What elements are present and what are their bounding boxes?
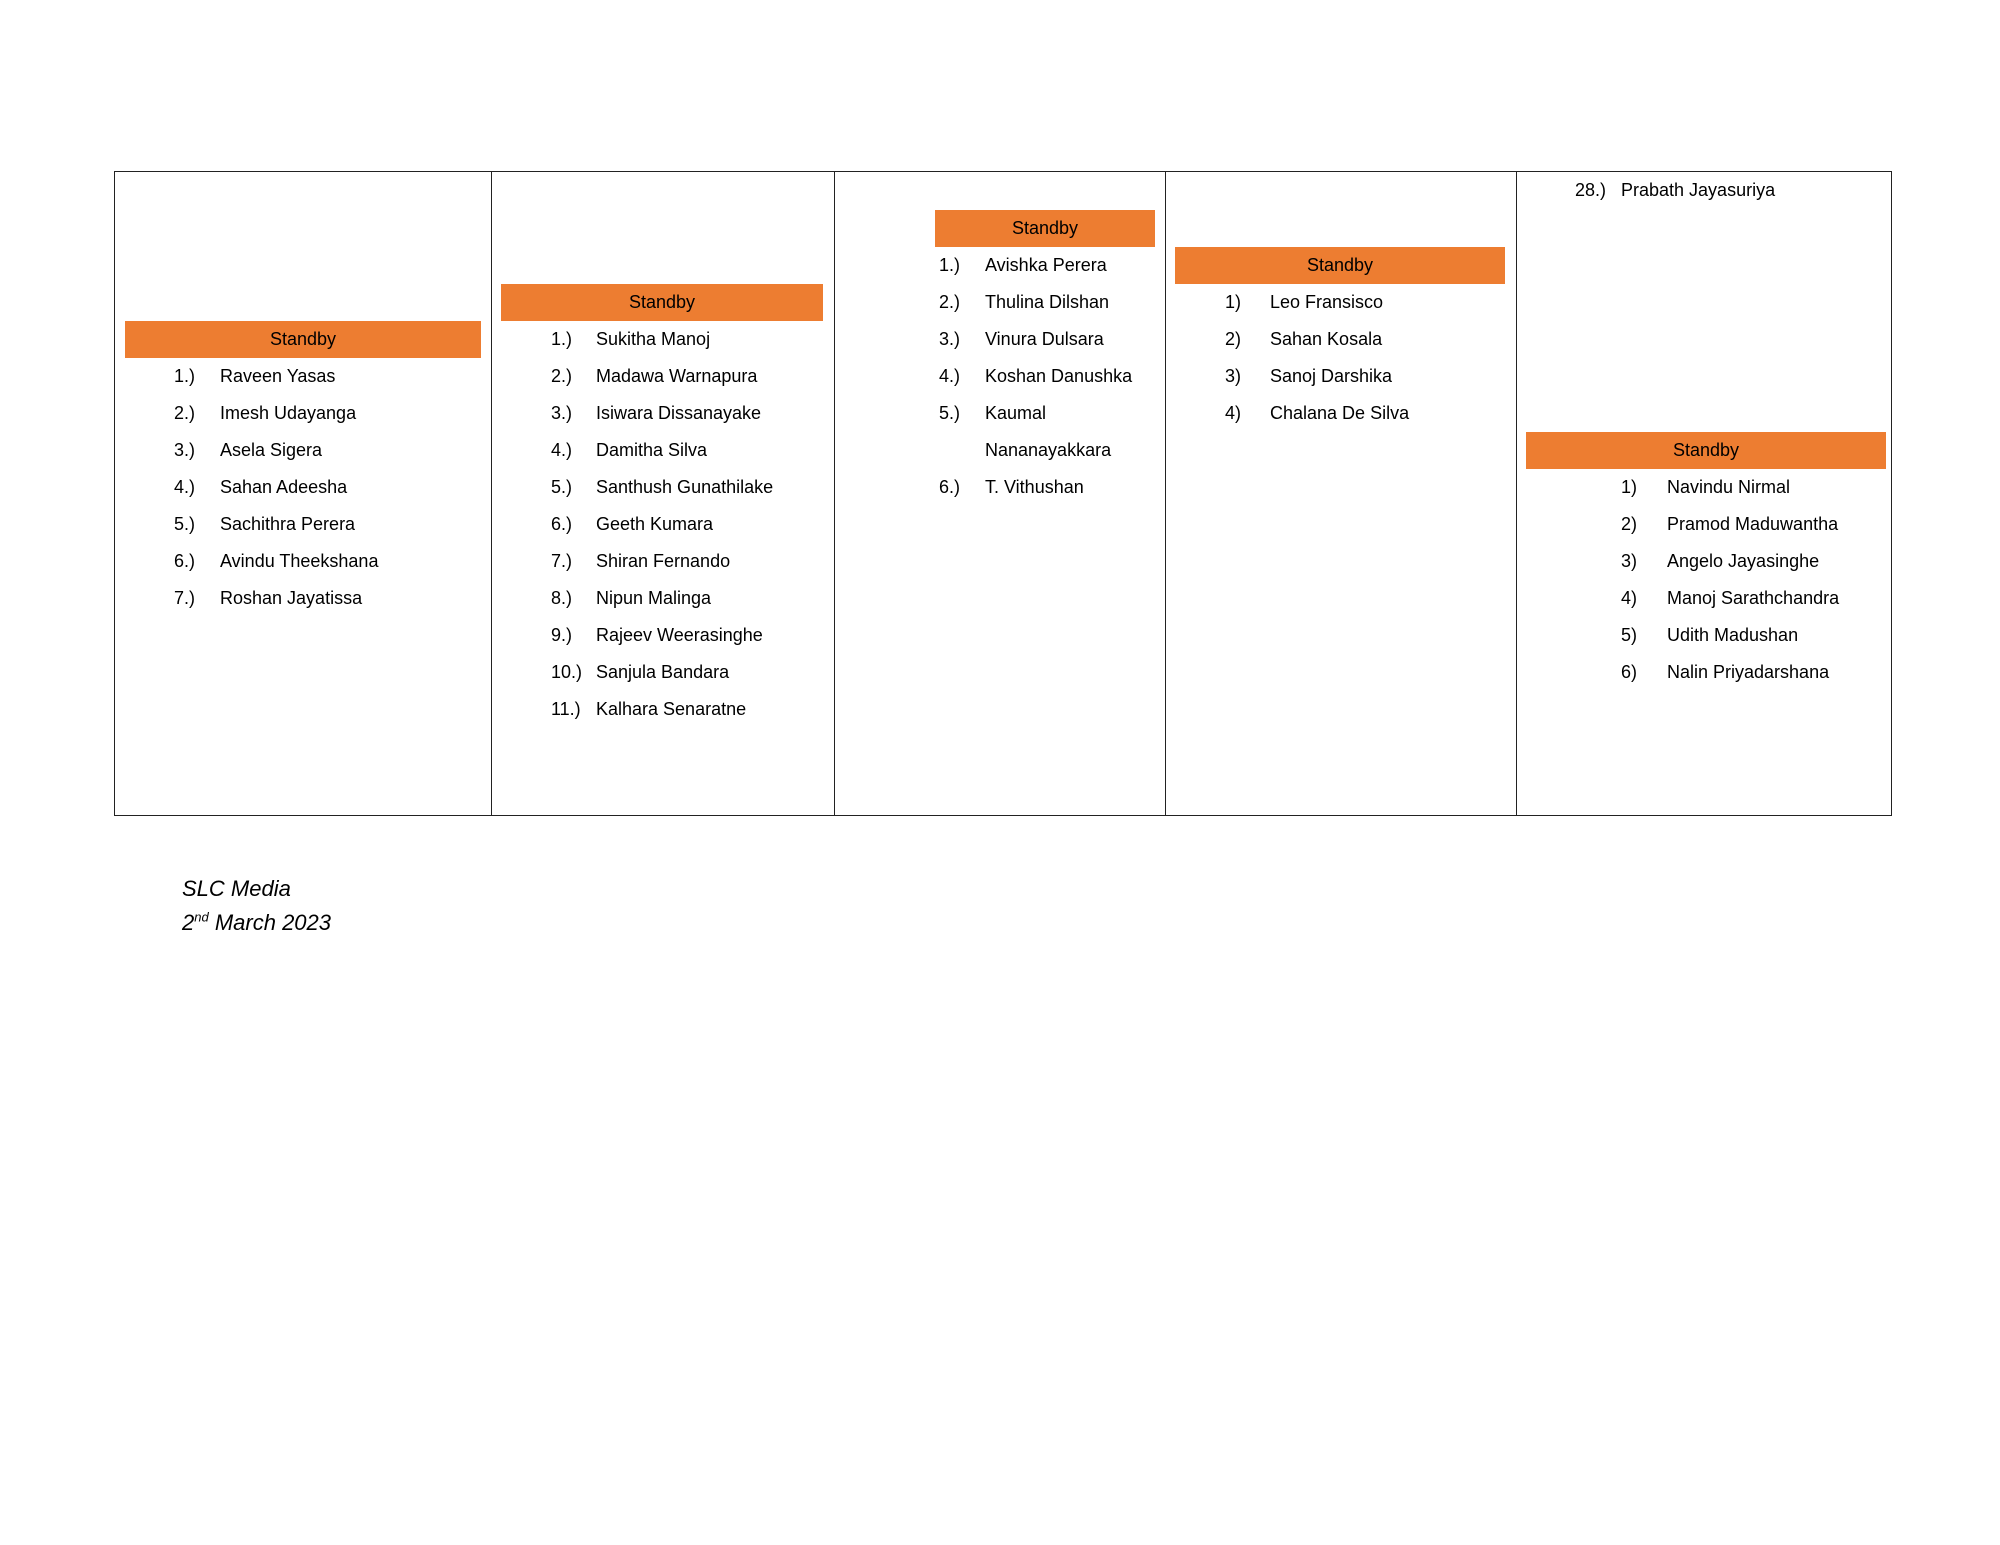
list-item bbox=[551, 395, 762, 432]
list-item bbox=[1225, 395, 1410, 432]
column-5 bbox=[1517, 172, 1893, 815]
footer-org: SLC Media bbox=[182, 876, 291, 901]
column-3 bbox=[835, 172, 1166, 815]
standby-header-label: Standby bbox=[1306, 255, 1374, 275]
list-item-number: 3.) bbox=[174, 440, 196, 460]
standby-header bbox=[125, 321, 481, 358]
footer-date bbox=[182, 906, 331, 940]
list-item-number: 6) bbox=[1621, 662, 1638, 682]
list-item-number: 3.) bbox=[551, 403, 573, 423]
list-item-name: Sukitha Manoj bbox=[596, 329, 711, 349]
standby-header-label: Standby bbox=[628, 292, 696, 312]
footer-date-suffix: nd bbox=[194, 909, 209, 925]
list-item-name: Angelo Jayasinghe bbox=[1667, 551, 1820, 571]
list-item-number: 4.) bbox=[551, 440, 573, 460]
list-item bbox=[551, 580, 712, 617]
list-item-number: 1) bbox=[1225, 292, 1242, 312]
list-item-name: Roshan Jayatissa bbox=[220, 588, 363, 608]
standby-header-label: Standby bbox=[269, 329, 337, 349]
list-item-name: Madawa Warnapura bbox=[596, 366, 758, 386]
column-2 bbox=[492, 172, 835, 815]
list-item bbox=[1621, 617, 1799, 654]
list-item bbox=[551, 321, 711, 358]
footer-date-day: 2 bbox=[182, 910, 195, 935]
list-item bbox=[939, 469, 1084, 506]
list-item bbox=[939, 395, 1047, 432]
column-1 bbox=[115, 172, 492, 815]
list-item-name: Avindu Theekshana bbox=[220, 551, 379, 571]
list-item-name: Leo Fransisco bbox=[1270, 292, 1384, 312]
list-item-name: Nananayakkara bbox=[985, 440, 1112, 460]
list-item-name: Shiran Fernando bbox=[596, 551, 731, 571]
list-item-number: 6.) bbox=[939, 477, 961, 497]
standby-header bbox=[935, 210, 1155, 247]
list-item bbox=[551, 543, 731, 580]
list-item bbox=[551, 469, 774, 506]
list-item-name: Pramod Maduwantha bbox=[1667, 514, 1839, 534]
list-item bbox=[1621, 506, 1839, 543]
list-item-name: Sahan Adeesha bbox=[220, 477, 348, 497]
list-item-number: 6.) bbox=[551, 514, 573, 534]
list-item-number: 3.) bbox=[939, 329, 961, 349]
list-item bbox=[1621, 654, 1830, 691]
list-item-name: Thulina Dilshan bbox=[985, 292, 1110, 312]
list-item-number: 3) bbox=[1225, 366, 1242, 386]
list-item bbox=[551, 358, 758, 395]
list-item bbox=[551, 654, 730, 691]
footer-date-rest: March 2023 bbox=[208, 910, 332, 935]
list-item-name: Vinura Dulsara bbox=[985, 329, 1104, 349]
standby-header bbox=[1526, 432, 1886, 469]
list-item-name: Kalhara Senaratne bbox=[596, 699, 747, 719]
list-item-number: 2.) bbox=[551, 366, 573, 386]
list-item-name: Raveen Yasas bbox=[220, 366, 336, 386]
list-item bbox=[1621, 543, 1820, 580]
list-item-number: 2) bbox=[1621, 514, 1638, 534]
list-item-name: Prabath Jayasuriya bbox=[1621, 180, 1776, 200]
list-item-number: 5) bbox=[1621, 625, 1638, 645]
list-item-number: 1.) bbox=[174, 366, 196, 386]
list-item-name: Nipun Malinga bbox=[596, 588, 712, 608]
list-item-name: Manoj Sarathchandra bbox=[1667, 588, 1840, 608]
list-item bbox=[174, 580, 363, 617]
list-item-name: Damitha Silva bbox=[596, 440, 708, 460]
list-item-name: Santhush Gunathilake bbox=[596, 477, 774, 497]
list-item-number: 5.) bbox=[939, 403, 961, 423]
list-item bbox=[1575, 172, 1776, 209]
standby-header-label: Standby bbox=[1672, 440, 1740, 460]
list-item bbox=[551, 617, 763, 654]
list-item-name: Sahan Kosala bbox=[1270, 329, 1383, 349]
standby-table bbox=[114, 171, 1892, 816]
list-item-name: Asela Sigera bbox=[220, 440, 323, 460]
standby-header bbox=[1175, 247, 1505, 284]
list-item-number: 2.) bbox=[939, 292, 961, 312]
list-item-name: Udith Madushan bbox=[1667, 625, 1799, 645]
list-item-number: 4.) bbox=[174, 477, 196, 497]
standby-header bbox=[501, 284, 823, 321]
list-item-number: 4.) bbox=[939, 366, 961, 386]
list-item bbox=[174, 395, 357, 432]
list-item bbox=[174, 469, 348, 506]
list-item bbox=[551, 506, 714, 543]
list-item-number: 2.) bbox=[174, 403, 196, 423]
list-item bbox=[174, 506, 356, 543]
list-item bbox=[174, 432, 323, 469]
list-item-name: Koshan Danushka bbox=[985, 366, 1133, 386]
list-item bbox=[551, 691, 747, 728]
list-item bbox=[1225, 284, 1384, 321]
list-item-name: Isiwara Dissanayake bbox=[596, 403, 762, 423]
list-item bbox=[1621, 580, 1840, 617]
list-item-number: 1.) bbox=[551, 329, 573, 349]
list-item-name: Nalin Priyadarshana bbox=[1667, 662, 1830, 682]
list-item-name: Navindu Nirmal bbox=[1667, 477, 1791, 497]
list-item-number: 7.) bbox=[551, 551, 573, 571]
list-item-number: 5.) bbox=[174, 514, 196, 534]
list-item bbox=[1621, 469, 1791, 506]
list-item-number: 6.) bbox=[174, 551, 196, 571]
list-item bbox=[939, 321, 1104, 358]
list-item-name: Kaumal bbox=[985, 403, 1047, 423]
standby-header-label: Standby bbox=[1011, 218, 1079, 238]
list-item-number: 2) bbox=[1225, 329, 1242, 349]
list-item-number: 11.) bbox=[551, 699, 581, 719]
list-item-name: Chalana De Silva bbox=[1270, 403, 1410, 423]
list-item-name: Sanoj Darshika bbox=[1270, 366, 1393, 386]
list-item bbox=[939, 247, 1107, 284]
list-item-number: 4) bbox=[1621, 588, 1638, 608]
list-item bbox=[551, 432, 708, 469]
list-item-name: Imesh Udayanga bbox=[220, 403, 357, 423]
list-item-number: 28.) bbox=[1575, 180, 1607, 200]
list-item-name: Sanjula Bandara bbox=[596, 662, 730, 682]
list-item-name: Rajeev Weerasinghe bbox=[596, 625, 763, 645]
list-item-number: 9.) bbox=[551, 625, 573, 645]
list-item-name: T. Vithushan bbox=[985, 477, 1084, 497]
list-item bbox=[939, 284, 1110, 321]
list-item-name: Avishka Perera bbox=[985, 255, 1107, 275]
list-item-number: 4) bbox=[1225, 403, 1242, 423]
list-item-name: Sachithra Perera bbox=[220, 514, 356, 534]
list-item bbox=[939, 358, 1133, 395]
list-item-number: 8.) bbox=[551, 588, 573, 608]
list-item-number: 1) bbox=[1621, 477, 1638, 497]
list-item bbox=[1225, 321, 1383, 358]
list-item bbox=[174, 358, 336, 395]
list-item-number: 1.) bbox=[939, 255, 961, 275]
list-item-number: 5.) bbox=[551, 477, 573, 497]
column-4 bbox=[1166, 172, 1517, 815]
list-item-name: Geeth Kumara bbox=[596, 514, 714, 534]
list-item bbox=[174, 543, 379, 580]
list-item-number: 10.) bbox=[551, 662, 583, 682]
footer bbox=[182, 872, 331, 940]
list-item-number: 3) bbox=[1621, 551, 1638, 571]
list-item bbox=[1225, 358, 1393, 395]
list-item-number: 7.) bbox=[174, 588, 196, 608]
